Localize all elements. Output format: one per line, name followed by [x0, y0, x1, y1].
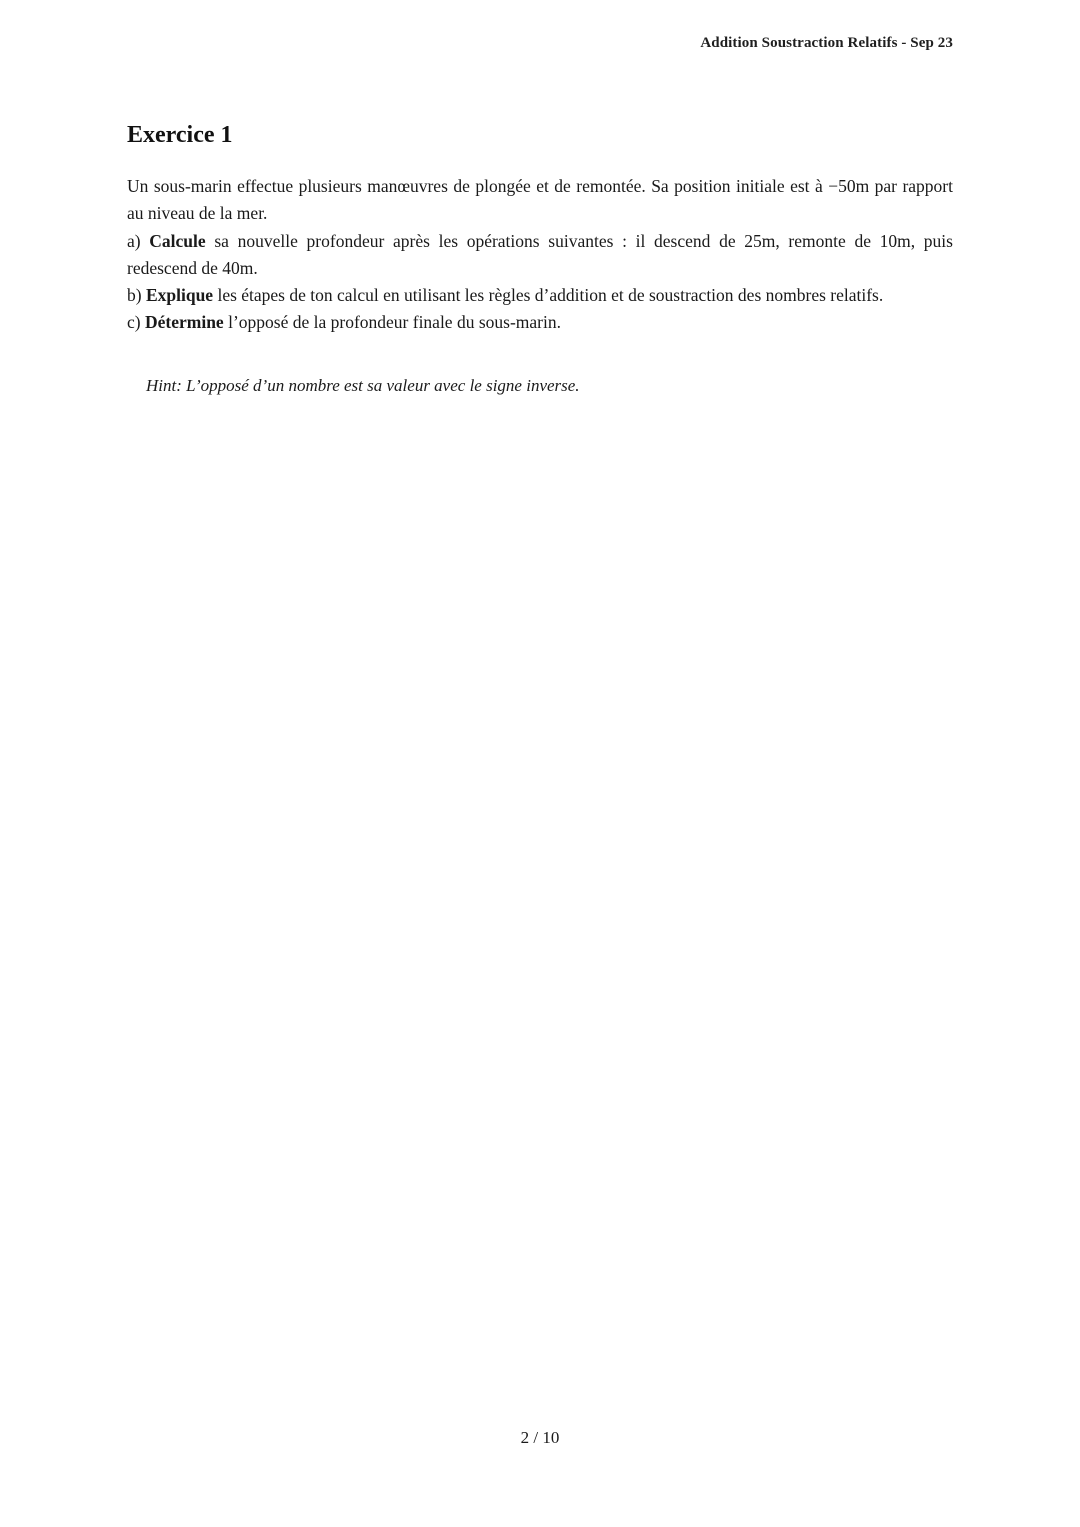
- exercise-item-b: [127, 282, 953, 309]
- item-b-text: les étapes de ton calcul en utilisant les règles d’addition et de soustraction des nombres relatifs.: [213, 285, 884, 306]
- document-header-title: Addition Soustraction Relatifs - Sep 23: [700, 35, 953, 51]
- exercise-title: Exercice 1: [127, 122, 233, 148]
- page-number-indicator: 2 / 10: [520, 1428, 560, 1447]
- item-a-keyword: Calcule: [149, 230, 206, 251]
- exercise-body: [127, 173, 953, 337]
- exercise-hint: Hint: L’opposé d’un nombre est sa valeur avec le signe inverse.: [146, 375, 580, 395]
- item-b-prefix: b): [127, 285, 146, 306]
- exercise-item-a: [127, 228, 953, 283]
- exercise-intro: Un sous-marin effectue plusieurs manœuvres de plongée et de remontée. Sa position initiale est à −50m par rapport au niveau de la mer.: [127, 176, 953, 224]
- exercise-section: [127, 120, 953, 398]
- exercise-item-c: [127, 309, 953, 336]
- item-c-keyword: Détermine: [144, 312, 224, 333]
- item-c-text: l’opposé de la profondeur finale du sous-marin.: [223, 312, 561, 333]
- item-a-prefix: a): [127, 230, 150, 251]
- item-a-text: sa nouvelle profondeur après les opérations suivantes : il descend de 25m, remonte de 10m, puis redescend de 40m.: [127, 230, 953, 278]
- item-b-keyword: Explique: [145, 285, 214, 306]
- item-c-prefix: c): [127, 312, 145, 333]
